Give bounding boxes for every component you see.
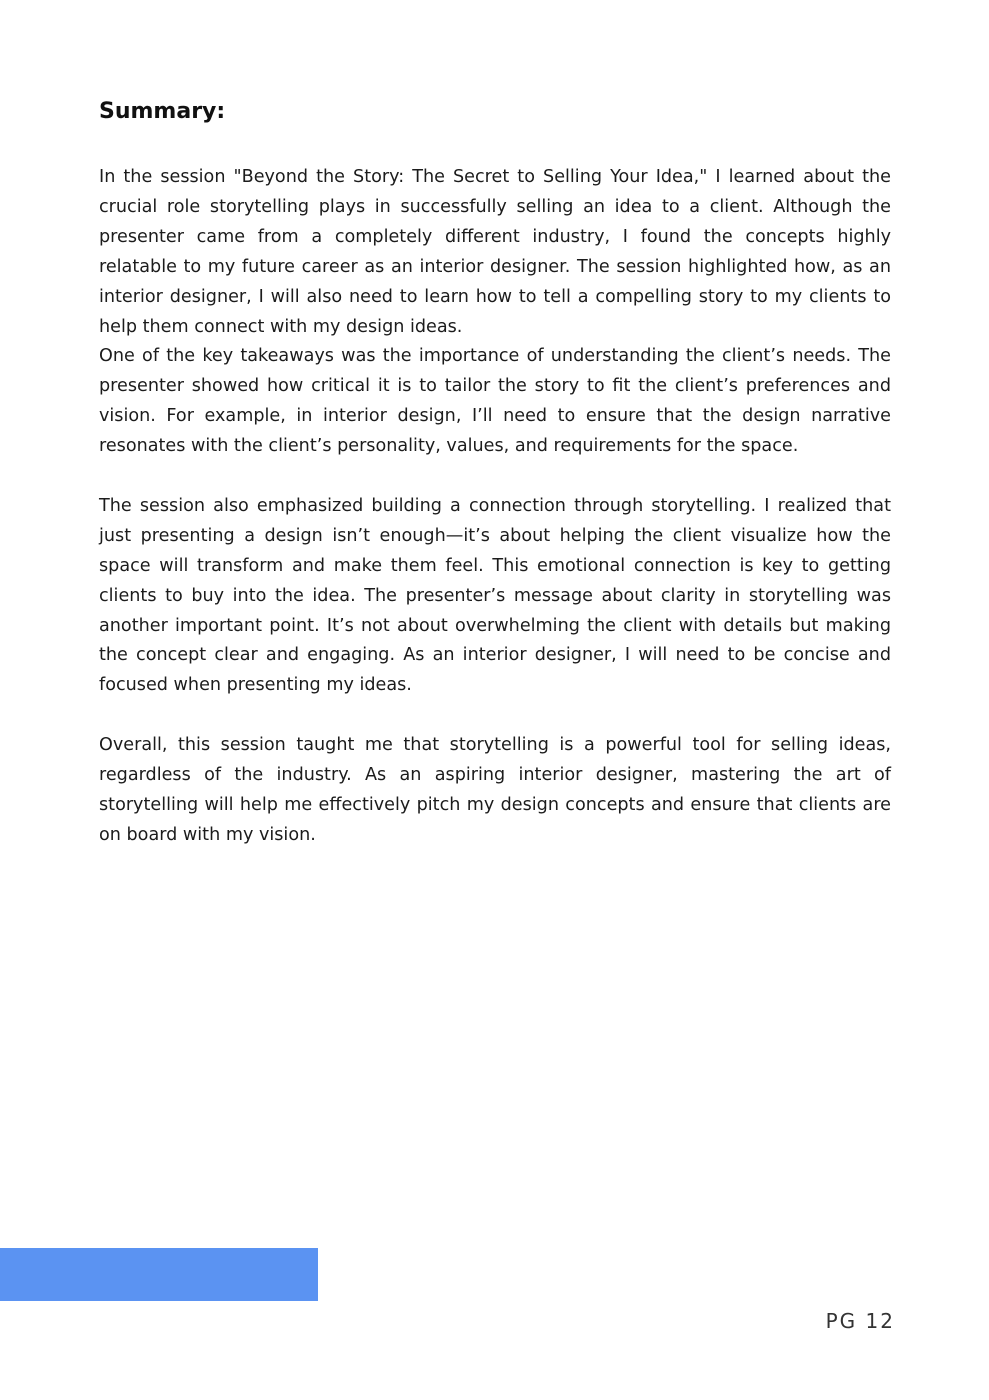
paragraph-conclusion: Overall, this session taught me that storytelling is a powerful tool for selling ideas, regardless of the industry. As an aspiring interior designer, mastering the art of storytelling will help me effectively pitch my design concepts and ensure that clients are on board with my vision.	[99, 735, 891, 845]
paragraph-connection: The session also emphasized building a connection through storytelling. I realized that just presenting a design isn’t enough—it’s about helping the client visualize how the space will transform and make them feel. This emotional connection is key to getting clients to buy into the idea. The presenter’s message about clarity in storytelling was another important point. It’s not about overwhelming the client with details but making the concept clear and engaging. As an interior designer, I will need to be concise and focused when presenting my ideas.	[99, 495, 891, 696]
paragraph-intro: In the session "Beyond the Story: The Secret to Selling Your Idea," I learned about the crucial role storytelling plays in successfully selling an idea to a client. Although the presenter came from a completely different industry, I found the concepts highly relatable to my future career as an interior designer. The session highlighted how, as an interior designer, I will also need to learn how to tell a compelling story to my clients to help them connect with my design ideas.	[99, 167, 891, 337]
paragraph-client-needs: One of the key takeaways was the importance of understanding the client’s needs. The presenter showed how critical it is to tailor the story to fit the client’s preferences and vision. For example, in interior design, I’ll need to ensure that the design narrative resonates with the client’s personality, values, and requirements for the space.	[99, 346, 891, 457]
summary-body	[99, 163, 891, 851]
summary-heading: Summary:	[99, 99, 226, 124]
page-number: PG 12	[825, 1309, 895, 1333]
accent-bar	[0, 1248, 318, 1301]
